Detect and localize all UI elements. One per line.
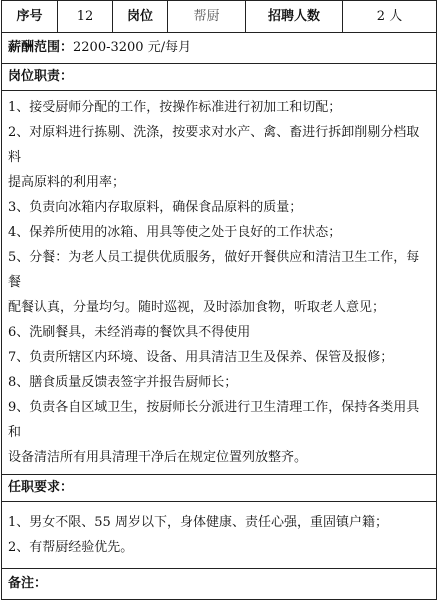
- count-label: 招聘人数: [246, 1, 343, 33]
- notes-row: [2, 569, 437, 600]
- duty-line: 6、洗刷餐具，未经消毒的餐饮具不得使用: [8, 325, 251, 340]
- duties-title-row: [2, 64, 437, 91]
- seq-value: 12: [58, 1, 113, 33]
- duty-line: 1、接受厨师分配的工作，按操作标准进行初加工和切配；: [8, 100, 342, 115]
- duty-line: 7、负责所辖区内环境、设备、用具清洁卫生及保养、保管及报修；: [8, 350, 394, 365]
- duty-line: 提高原料的利用率；: [8, 175, 126, 190]
- duty-line: 9、负责各自区域卫生，按厨师长分派进行卫生清理工作，保持各类用具和: [8, 400, 420, 440]
- duties-title: 岗位职责：: [2, 64, 437, 91]
- position-label: 岗位: [113, 1, 168, 33]
- job-table: [1, 0, 437, 600]
- requirements-title-row: [2, 475, 437, 502]
- salary-label: 薪酬范围：: [8, 40, 74, 55]
- requirements-row: [2, 502, 437, 569]
- salary-value: 2200-3200 元/每月: [73, 40, 192, 55]
- duty-line: 3、负责向冰箱内存取原料，确保食品原料的质量；: [8, 200, 303, 215]
- notes-title: 备注：: [2, 569, 437, 600]
- duty-line: 4、保养所使用的冰箱、用具等使之处于良好的工作状态；: [8, 225, 342, 240]
- duties-row: [2, 91, 437, 475]
- requirements-title: 任职要求：: [2, 475, 437, 502]
- salary-row: [2, 33, 437, 64]
- duty-line: 2、对原料进行拣剔、洗涤，按要求对水产、禽、畜进行拆卸削剔分档取料: [8, 125, 420, 165]
- seq-label: 序号: [2, 1, 58, 33]
- requirement-line: 2、有帮厨经验优先。: [8, 540, 134, 555]
- position-value: 帮厨: [168, 1, 246, 33]
- duty-line: 设备清洁所有用具清理干净后在规定位置列放整齐。: [8, 450, 308, 465]
- duty-line: 8、膳食质量反馈表签字并报告厨师长；: [8, 375, 238, 390]
- requirement-line: 1、男女不限、55 周岁以下，身体健康、责任心强，重固镇户籍；: [8, 515, 388, 530]
- header-row: [2, 1, 437, 33]
- salary-cell: [2, 33, 437, 64]
- requirements-cell: [2, 502, 437, 569]
- count-value: 2 人: [343, 1, 437, 33]
- duties-cell: [2, 91, 437, 475]
- duty-line: 配餐认真，分量均匀。随时巡视，及时添加食物，听取老人意见；: [8, 300, 386, 315]
- duty-line: 5、分餐：为老人员工提供优质服务，做好开餐供应和清洁卫生工作，每餐: [8, 250, 420, 290]
